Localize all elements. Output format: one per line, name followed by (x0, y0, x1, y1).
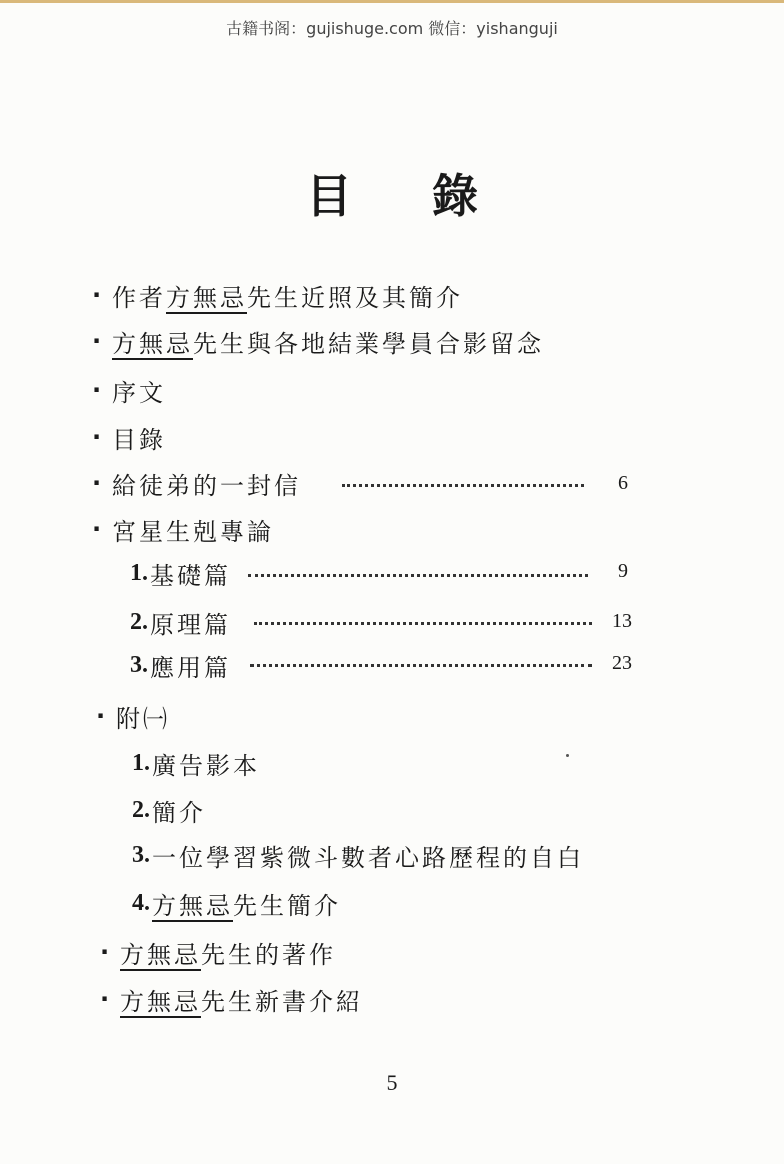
toc-entry-text: 廣告影本 (152, 751, 260, 780)
item-number: 3. (130, 651, 148, 678)
item-number: 2. (132, 796, 150, 823)
toc-entry-text: 給徒弟的一封信 (112, 471, 301, 500)
item-number: 3. (132, 841, 150, 868)
toc-entry-text: 作者 (112, 283, 166, 312)
bullet-icon: · (92, 515, 102, 543)
toc-entry-preface[interactable] (92, 370, 166, 410)
item-number: 4. (132, 889, 150, 916)
bullet-icon: · (92, 281, 102, 309)
author-name: 方無忌 (120, 940, 201, 969)
toc-entry-letter[interactable] (92, 463, 301, 503)
toc-entry-palace-stars[interactable] (92, 509, 274, 549)
dot-leader (250, 660, 592, 667)
item-number: 1. (132, 749, 150, 776)
toc-entry-new-book[interactable] (100, 979, 363, 1019)
toc-entry-text: 附㈠ (116, 704, 170, 733)
toc-entry-text: 先生與各地結業學員合影留念 (193, 329, 544, 358)
dot-leader (342, 480, 584, 487)
page-number-ref: 6 (618, 472, 628, 494)
toc-entry-author-intro[interactable] (92, 275, 463, 315)
toc-entry-text: 原理篇 (150, 610, 231, 639)
dot-leader (248, 570, 588, 577)
toc-entry-text: 先生近照及其簡介 (247, 283, 463, 312)
watermark-text: 古籍书阁：gujishuge.com 微信：yishanguji (226, 19, 558, 38)
toc-entry-group-photo[interactable] (92, 321, 544, 361)
bullet-icon: · (96, 702, 106, 730)
toc-entry-text: 先生簡介 (233, 891, 341, 920)
page-number-ref: 23 (612, 652, 632, 674)
dot-leader (254, 618, 592, 625)
toc-entry-text: 基礎篇 (150, 561, 231, 590)
toc-entry-contents[interactable] (92, 417, 166, 457)
toc-entry-text: 目錄 (112, 425, 166, 454)
bullet-icon: · (92, 423, 102, 451)
toc-entry-basics[interactable] (130, 553, 231, 593)
item-number: 1. (130, 559, 148, 586)
toc-entry-ad-copy[interactable] (132, 743, 260, 783)
author-name: 方無忌 (166, 283, 247, 312)
page-number: 5 (386, 1070, 398, 1095)
toc-entry-confession[interactable] (132, 835, 584, 875)
toc-entry-brief[interactable] (132, 790, 206, 830)
toc-entry-principles[interactable] (130, 602, 231, 642)
page-title: 目錄 (306, 169, 558, 223)
toc-entry-text: 序文 (112, 378, 166, 407)
toc-entry-text: 先生的著作 (201, 940, 336, 969)
toc-entry-text: 應用篇 (150, 653, 231, 682)
author-name: 方無忌 (120, 987, 201, 1016)
author-name: 方無忌 (152, 891, 233, 920)
page-number-ref: 13 (612, 610, 632, 632)
bullet-icon: · (92, 327, 102, 355)
toc-entry-applications[interactable] (130, 645, 231, 685)
toc-entry-works[interactable] (100, 932, 336, 972)
toc-entry-text: 宮星生剋專論 (112, 517, 274, 546)
bullet-icon: · (100, 938, 110, 966)
toc-entry-text: 簡介 (152, 798, 206, 827)
bullet-icon: · (92, 376, 102, 404)
toc-entry-appendix[interactable] (96, 696, 170, 736)
item-number: 2. (130, 608, 148, 635)
bullet-icon: · (92, 469, 102, 497)
toc-entry-text: 一位學習紫微斗數者心路歷程的自白 (152, 843, 584, 872)
paper-speck (566, 754, 569, 757)
page-number-ref: 9 (618, 560, 628, 582)
author-name: 方無忌 (112, 329, 193, 358)
toc-entry-text: 先生新書介紹 (201, 987, 363, 1016)
toc-entry-author-brief[interactable] (132, 883, 341, 923)
bullet-icon: · (100, 985, 110, 1013)
